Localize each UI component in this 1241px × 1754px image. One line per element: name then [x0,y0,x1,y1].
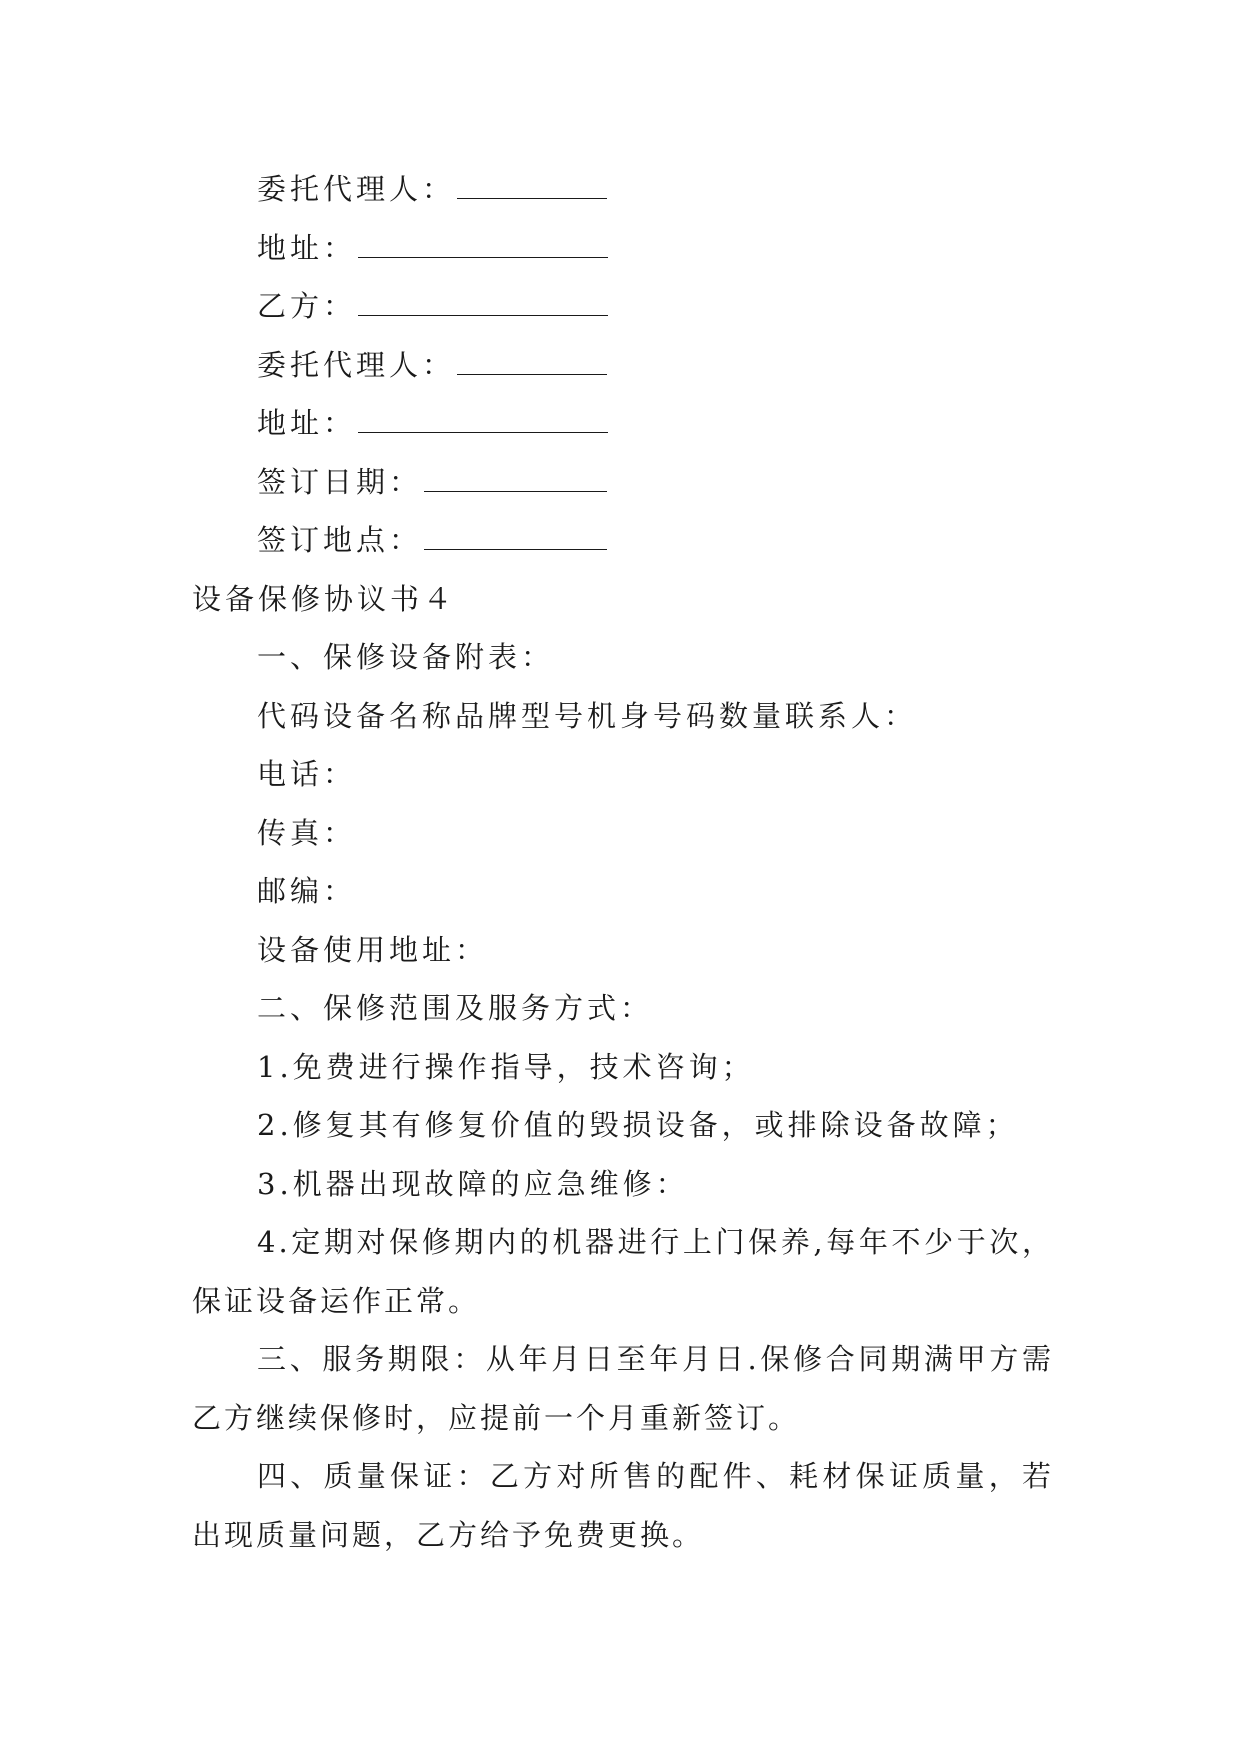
line-phone: 电话： [257,757,357,791]
field-sign-date [192,453,1054,512]
line-fax: 传真： [257,815,357,850]
line-item-1: 1.免费进行操作指导，技术咨询； [257,1049,755,1084]
fill-blank [358,408,608,433]
field-label: 地址： [257,230,357,265]
fill-blank [424,467,607,492]
fill-blank [358,233,608,258]
paragraph-quality-guarantee: 四、质量保证：乙方对所售的配件、耗材保证质量，若出现质量问题，乙方给予免费更换。 [192,1459,1054,1552]
agreement-lines [192,628,1054,1213]
field-address-2 [192,394,1054,453]
signature-block [192,160,1054,570]
field-address-1 [192,219,1054,278]
field-party-b [192,277,1054,336]
field-label: 签订日期： [257,464,423,499]
line-table-columns: 代码设备名称品牌型号机身号码数量联系人： [257,698,918,733]
fill-blank [424,525,607,550]
fill-blank [358,291,608,316]
paragraph-item-4: 4.定期对保修期内的机器进行上门保养,每年不少于次，保证设备运作正常。 [192,1225,1054,1318]
line-item-3: 3.机器出现故障的应急维修： [257,1166,689,1201]
field-label: 地址： [257,406,357,440]
fill-blank [457,174,607,199]
field-agent-2 [192,336,1054,395]
line-postcode: 邮编： [257,874,357,908]
section-title: 设备保修协议书４ [192,581,457,616]
line-scope-heading: 二、保修范围及服务方式： [257,991,654,1025]
paragraph-service-period: 三、服务期限：从年月日至年月日.保修合同期满甲方需乙方继续保修时，应提前一个月重新签订。 [192,1342,1054,1435]
fill-blank [457,350,607,375]
document-page [192,160,1054,1564]
field-label: 签订地点： [257,523,423,557]
field-label: 委托代理人： [257,172,456,206]
field-label: 乙方： [257,289,357,323]
line-usage-address: 设备使用地址： [257,932,489,967]
field-sign-place [192,511,1054,570]
field-label: 委托代理人： [257,347,456,382]
field-agent-1 [192,160,1054,219]
line-equipment-table-heading: 一、保修设备附表： [257,640,555,674]
line-item-2: 2.修复其有修复价值的毁损设备，或排除设备故障； [257,1108,1019,1142]
